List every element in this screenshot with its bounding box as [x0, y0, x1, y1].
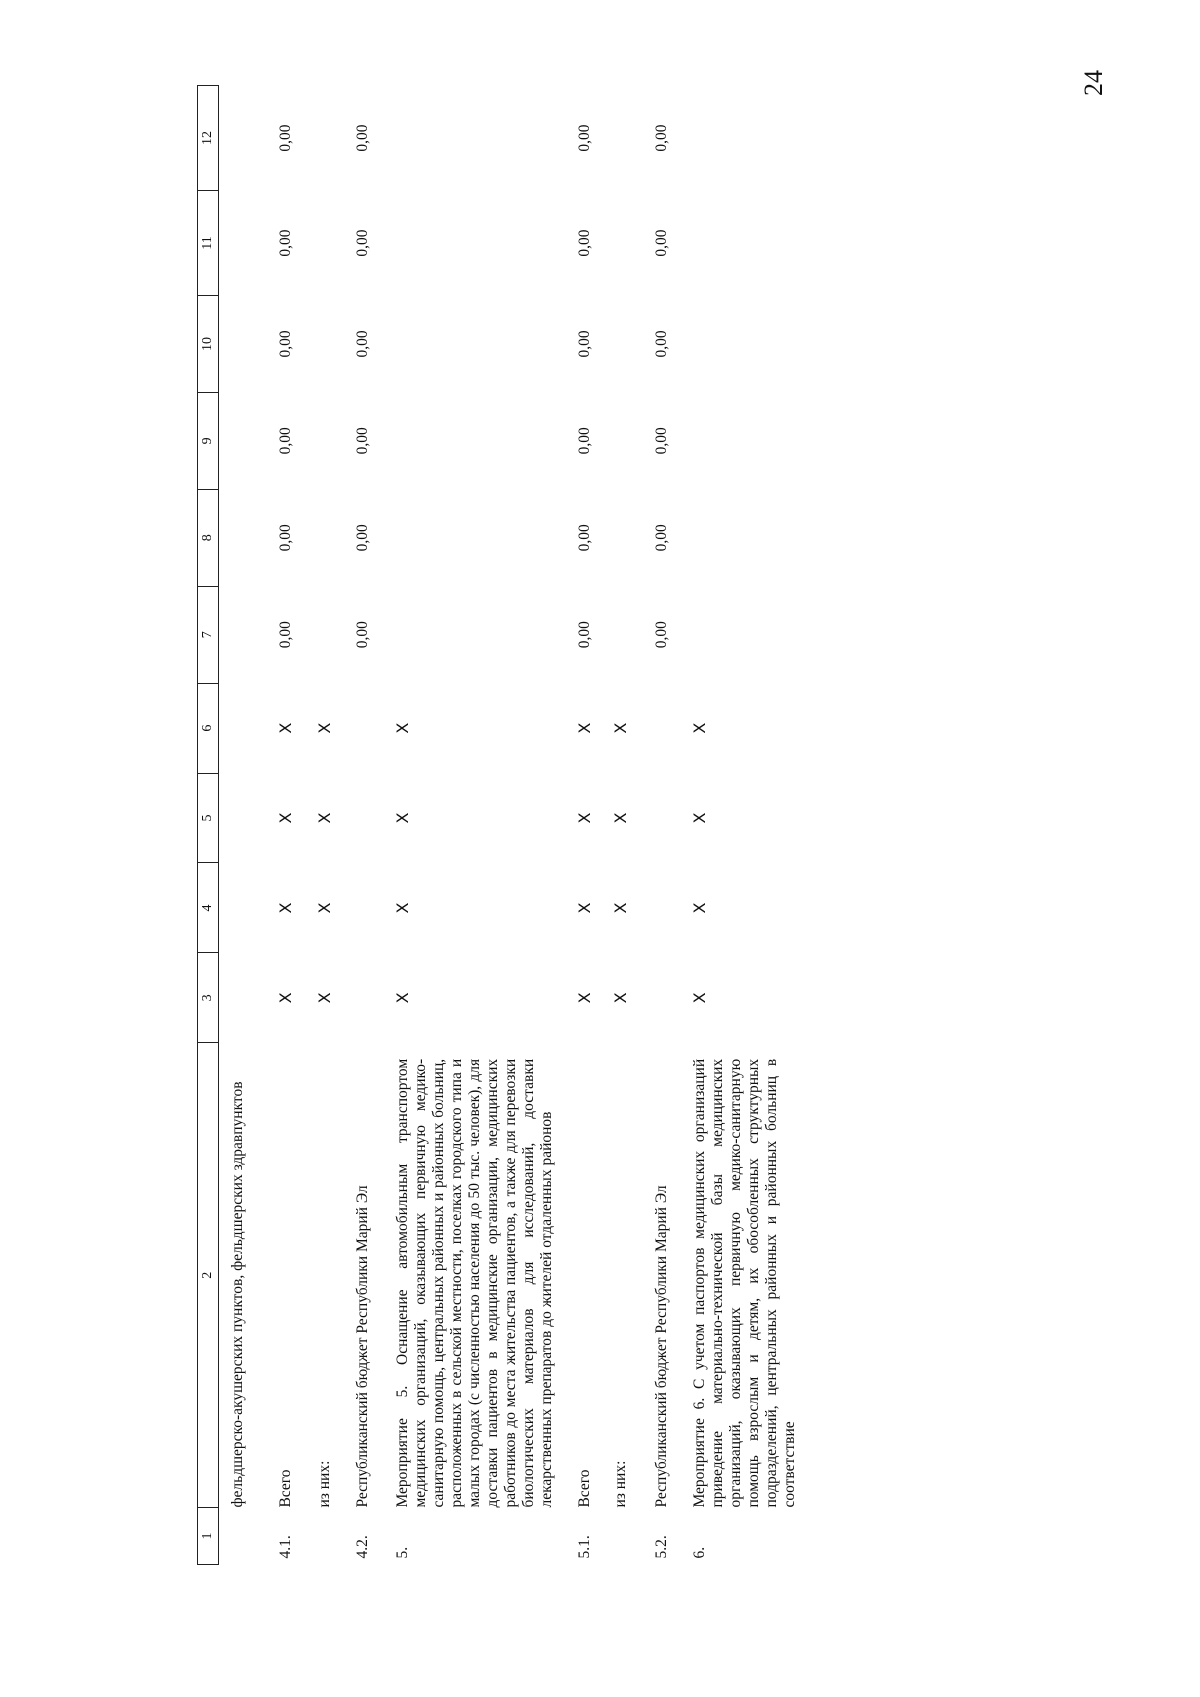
cell-col-12 — [296, 86, 335, 191]
cell-col-4 — [631, 863, 671, 953]
cell-col-12 — [671, 86, 799, 191]
cell-col-4: X — [574, 902, 594, 914]
cell-col-11 — [594, 191, 631, 296]
cell-col-10 — [671, 295, 799, 392]
cell-col-12 — [372, 86, 556, 191]
cell-col-5 — [631, 773, 671, 863]
cell-col-11: 0,00 — [354, 229, 372, 257]
cell-col-7 — [219, 586, 247, 683]
cell-col-5: X — [314, 812, 334, 824]
cell-col-6: X — [689, 722, 709, 734]
cell-col-12 — [219, 86, 247, 191]
cell-col-8: 0,00 — [354, 524, 372, 552]
table-body — [198, 86, 799, 1565]
row-number: 5. — [394, 1546, 412, 1559]
cell-col-8: 0,00 — [652, 524, 670, 552]
cell-col-10: 0,00 — [652, 330, 670, 358]
cell-col-9: 0,00 — [354, 427, 372, 455]
rotated-table-area — [197, 85, 997, 1565]
cell-col-11: 0,00 — [575, 229, 593, 257]
cell-col-7 — [296, 586, 335, 683]
cell-col-12: 0,00 — [354, 124, 372, 152]
cell-col-4: X — [275, 902, 295, 914]
cell-col-7 — [594, 586, 631, 683]
table-row — [594, 86, 631, 1565]
row-description: Республиканский бюджет Республики Марий Эл — [652, 1185, 670, 1508]
column-header-1: 1 — [198, 1508, 219, 1565]
cell-col-12: 0,00 — [652, 124, 670, 152]
column-header-5: 5 — [198, 773, 219, 863]
cell-col-10 — [219, 295, 247, 392]
cell-col-3: X — [393, 992, 413, 1004]
row-description: из них: — [315, 1460, 333, 1508]
cell-col-12: 0,00 — [276, 124, 294, 152]
cell-col-3: X — [314, 992, 334, 1004]
table-row — [334, 86, 372, 1565]
cell-col-7: 0,00 — [354, 621, 372, 649]
row-description: из них: — [612, 1460, 630, 1508]
cell-col-10 — [594, 295, 631, 392]
cell-col-4 — [334, 863, 372, 953]
cell-col-11 — [671, 191, 799, 296]
cell-col-3 — [334, 953, 372, 1043]
column-header-6: 6 — [198, 683, 219, 773]
cell-col-6 — [219, 683, 247, 773]
cell-col-3: X — [275, 992, 295, 1004]
cell-col-10: 0,00 — [276, 330, 294, 358]
row-description: Мероприятие 6. С учетом паспортов медицинских организаций приведение материально-технической базы медицинских организаций, оказывающих первичную медико-санитарную помощь взрослым и детям, их обособленных структурных подразделений, центральных районных и районных больниц в соответствие — [690, 1058, 798, 1508]
cell-col-7: 0,00 — [575, 621, 593, 649]
cell-col-3: X — [689, 992, 709, 1004]
row-number — [219, 1508, 247, 1565]
cell-col-11 — [296, 191, 335, 296]
column-number-row — [198, 86, 219, 1565]
cell-col-9 — [219, 392, 247, 489]
cell-col-9 — [372, 392, 556, 489]
cell-col-12 — [594, 86, 631, 191]
column-header-2: 2 — [198, 1043, 219, 1508]
table-row — [372, 86, 556, 1565]
column-header-12: 12 — [198, 86, 219, 191]
financing-table — [197, 85, 799, 1565]
cell-col-3: X — [611, 992, 631, 1004]
cell-col-11: 0,00 — [652, 229, 670, 257]
cell-col-9: 0,00 — [652, 427, 670, 455]
column-header-4: 4 — [198, 863, 219, 953]
column-header-10: 10 — [198, 295, 219, 392]
cell-col-3: X — [574, 992, 594, 1004]
cell-col-6: X — [611, 722, 631, 734]
cell-col-5: X — [393, 812, 413, 824]
cell-col-3 — [219, 953, 247, 1043]
cell-col-8 — [372, 489, 556, 586]
table-row — [296, 86, 335, 1565]
cell-col-4: X — [689, 902, 709, 914]
table-row — [631, 86, 671, 1565]
cell-col-10 — [372, 295, 556, 392]
cell-col-4 — [219, 863, 247, 953]
cell-col-10: 0,00 — [354, 330, 372, 358]
cell-col-3 — [631, 953, 671, 1043]
row-description: фельдшерско-акушерских пунктов, фельдшерских здравпунктов — [229, 1081, 246, 1508]
cell-col-7 — [372, 586, 556, 683]
cell-col-8: 0,00 — [276, 524, 294, 552]
cell-col-5: X — [689, 812, 709, 824]
column-header-9: 9 — [198, 392, 219, 489]
cell-col-6: X — [574, 722, 594, 734]
cell-col-9: 0,00 — [575, 427, 593, 455]
page-number: 24 — [1079, 70, 1108, 96]
row-description: Всего — [276, 1469, 294, 1508]
cell-col-4: X — [611, 902, 631, 914]
cell-col-7: 0,00 — [276, 621, 294, 649]
cell-col-4: X — [314, 902, 334, 914]
table-row — [671, 86, 799, 1565]
table-row — [219, 86, 247, 1565]
cell-col-8 — [671, 489, 799, 586]
cell-col-6: X — [275, 722, 295, 734]
row-number — [594, 1508, 631, 1565]
row-description: Республиканский бюджет Республики Марий Эл — [354, 1185, 372, 1508]
cell-col-9 — [296, 392, 335, 489]
cell-col-12: 0,00 — [575, 124, 593, 152]
row-number: 5.2. — [652, 1535, 670, 1559]
cell-col-6: X — [393, 722, 413, 734]
row-number: 5.1. — [575, 1535, 593, 1559]
cell-col-6: X — [314, 722, 334, 734]
cell-col-8 — [594, 489, 631, 586]
cell-col-10: 0,00 — [575, 330, 593, 358]
cell-col-5 — [219, 773, 247, 863]
cell-col-9: 0,00 — [276, 427, 294, 455]
cell-col-9 — [594, 392, 631, 489]
cell-col-7 — [671, 586, 799, 683]
cell-col-6 — [631, 683, 671, 773]
row-description: Мероприятие 5. Оснащение автомобильным транспортом медицинских организаций, оказывающих первичную медико-санитарную помощь, центральных районных и районных больниц, расположенных в сельской местности, поселках городского типа и малых городах (с численностью населения до 50 тыс. человек), для доставки пациентов в медицинские организации, медицинских работников до места жительства пациентов, а также для перевозки биологических материалов для исследований, доставки лекарственных препаратов до жителей отдаленных районов — [394, 1058, 555, 1508]
cell-col-5: X — [611, 812, 631, 824]
table-row — [247, 86, 296, 1565]
row-description: Всего — [575, 1469, 593, 1508]
column-header-11: 11 — [198, 191, 219, 296]
cell-col-4: X — [393, 902, 413, 914]
table-row — [556, 86, 595, 1565]
cell-col-11 — [372, 191, 556, 296]
cell-col-8 — [219, 489, 247, 586]
row-number: 4.2. — [354, 1535, 372, 1559]
row-number: 4.1. — [276, 1535, 294, 1559]
column-header-7: 7 — [198, 586, 219, 683]
cell-col-8 — [296, 489, 335, 586]
column-header-3: 3 — [198, 953, 219, 1043]
cell-col-7: 0,00 — [652, 621, 670, 649]
cell-col-8: 0,00 — [575, 524, 593, 552]
cell-col-5: X — [574, 812, 594, 824]
cell-col-11 — [219, 191, 247, 296]
row-number: 6. — [690, 1546, 708, 1559]
cell-col-5 — [334, 773, 372, 863]
row-number — [296, 1508, 335, 1565]
cell-col-11: 0,00 — [276, 229, 294, 257]
cell-col-10 — [296, 295, 335, 392]
cell-col-5: X — [275, 812, 295, 824]
column-header-8: 8 — [198, 489, 219, 586]
cell-col-6 — [334, 683, 372, 773]
cell-col-9 — [671, 392, 799, 489]
